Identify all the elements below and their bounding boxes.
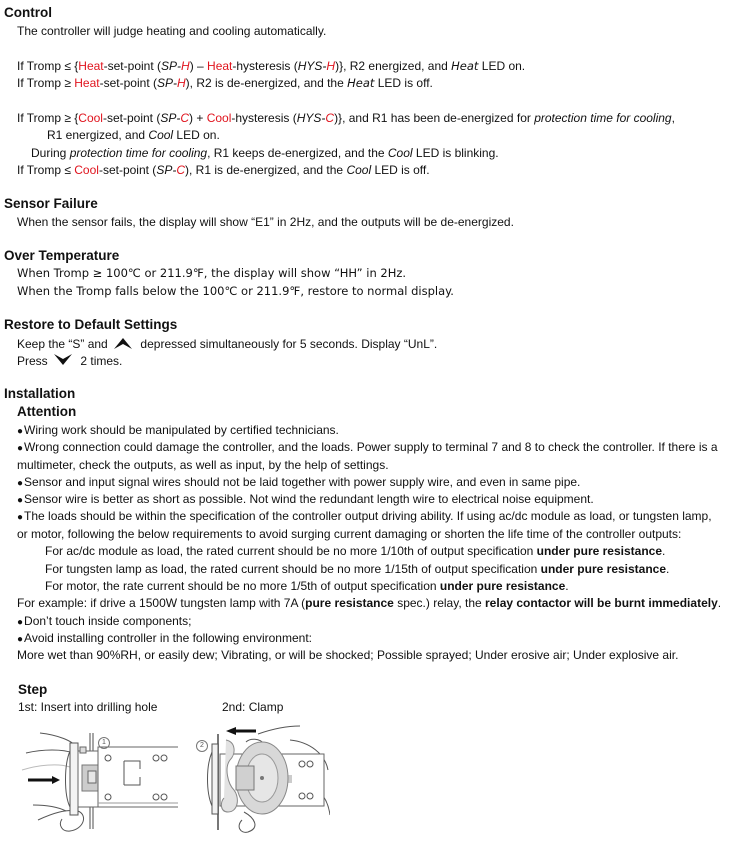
environment-list: More wet than 90%RH, or easily dew; Vibrating, or will be shocked; Possible sprayed; Under erosive air; Under explosive air. xyxy=(17,648,679,662)
down-chevron-icon xyxy=(53,353,73,367)
step-2-illustration xyxy=(190,720,330,838)
attention-item: ● Don’t touch inside components; xyxy=(17,614,191,630)
load-requirement-tungsten: For tungsten lamp as load, the rated current should be no more 1/15th of output specification under pure resistance. xyxy=(45,562,670,576)
cool-rule-2: R1 energized, and Cool LED on. xyxy=(47,128,220,142)
section-title-control: Control xyxy=(4,5,52,20)
section-title-sensor-failure: Sensor Failure xyxy=(4,196,98,211)
step-2-label: 2nd: Clamp xyxy=(222,700,284,714)
attention-item: ● Sensor wire is better as short as possible. Not wind the redundant length wire to electrical noise equipment. xyxy=(17,492,594,508)
cool-rule-3: During protection time for cooling, R1 keeps de-energized, and the Cool LED is blinking. xyxy=(31,146,499,160)
step-2-number-badge: 2 xyxy=(196,740,208,752)
attention-title: Attention xyxy=(17,404,77,419)
attention-item: ● Avoid installing controller in the following environment: xyxy=(17,631,312,647)
load-requirement-acdc: For ac/dc module as load, the rated current should be no more 1/10th of output specification under pure resistance. xyxy=(45,544,666,558)
section-title-installation: Installation xyxy=(4,386,76,401)
load-requirement-motor: For motor, the rate current should be no more 1/5th of output specification under pure resistance. xyxy=(45,579,569,593)
step-1-illustration xyxy=(18,725,178,835)
heat-rule-2: If Tromp ≥ Heat-set-point (SP-H), R2 is de-energized, and the Heat LED is off. xyxy=(17,76,433,90)
up-chevron-icon xyxy=(113,336,133,350)
attention-item-continued: multimeter, check the outputs, as well as input, by the help of settings. xyxy=(17,458,389,472)
attention-item: ● The loads should be within the specification of the controller output driving ability. If using ac/dc module as load, or tungsten lamp, xyxy=(17,509,712,525)
restore-line-1: Keep the “S” and depressed simultaneously for 5 seconds. Display “UnL”. xyxy=(17,337,438,351)
attention-item: ● Wiring work should be manipulated by certified technicians. xyxy=(17,423,339,439)
section-title-restore-defaults: Restore to Default Settings xyxy=(4,317,178,332)
load-example: For example: if drive a 1500W tungsten lamp with 7A (pure resistance spec.) relay, the relay contactor will be burnt immediately. xyxy=(17,596,722,610)
heat-rule-1: If Tromp ≤ {Heat-set-point (SP-H) – Heat-hysteresis (HYS-H)}, R2 energized, and Heat LED on. xyxy=(17,59,526,73)
attention-item: ● Wrong connection could damage the controller, and the loads. Power supply to terminal 7 and 8 to check the controller. If there is a xyxy=(17,440,718,456)
section-title-over-temperature: Over Temperature xyxy=(4,248,120,263)
step-1-label: 1st: Insert into drilling hole xyxy=(18,700,158,714)
control-intro: The controller will judge heating and cooling automatically. xyxy=(17,24,327,38)
attention-item-continued: or motor, following the below requirements to avoid surging current damaging or shorten the life time of the controller outputs: xyxy=(17,527,682,541)
restore-line-2: Press 2 times. xyxy=(17,354,123,368)
over-temp-line-1: When Tromp ≥ 100℃ or 211.9℉, the display will show “HH” in 2Hz. xyxy=(17,266,407,280)
attention-item: ● Sensor and input signal wires should not be laid together with power supply wire, and even in same pipe. xyxy=(17,475,580,491)
cool-rule-4: If Tromp ≤ Cool-set-point (SP-C), R1 is de-energized, and the Cool LED is off. xyxy=(17,163,430,177)
sensor-failure-text: When the sensor fails, the display will show “E1” in 2Hz, and the outputs will be de-energized. xyxy=(17,215,514,229)
step-1-number-badge: 1 xyxy=(98,737,110,749)
section-title-step: Step xyxy=(18,682,48,697)
over-temp-line-2: When the Tromp falls below the 100℃ or 211.9℉, restore to normal display. xyxy=(17,284,454,298)
cool-rule-1: If Tromp ≥ {Cool-set-point (SP-C) + Cool-hysteresis (HYS-C)}, and R1 has been de-energized for protection time for cooling, xyxy=(17,111,675,125)
